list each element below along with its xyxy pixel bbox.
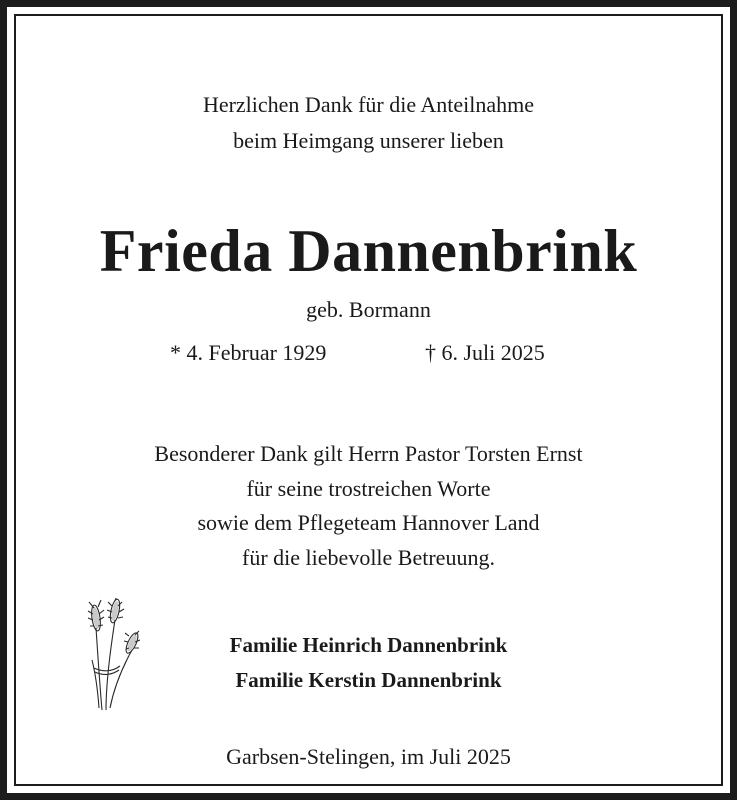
intro-line-1: Herzlichen Dank für die Anteilnahme (202, 92, 535, 117)
thanks-line-1: Besonderer Dank gilt Herrn Pastor Torsten Ernst (154, 441, 583, 466)
birth-date: * 4. Februar 1929 (170, 340, 327, 365)
signature-family-2: Familie Kerstin Dannenbrink (235, 668, 502, 692)
deceased-name: Frieda Dannenbrink (99, 218, 638, 284)
place-date: Garbsen-Stelingen, im Juli 2025 (226, 744, 511, 769)
thanks-line-4: für die liebevolle Betreuung. (242, 545, 495, 570)
intro-line-2: beim Heimgang unserer lieben (233, 128, 504, 153)
maiden-name: geb. Bormann (306, 297, 431, 322)
signature-family-1: Familie Heinrich Dannenbrink (229, 633, 508, 657)
thanks-line-2: für seine trostreichen Worte (246, 476, 491, 501)
thanks-line-3: sowie dem Pflegeteam Hannover Land (197, 510, 540, 535)
death-date: † 6. Juli 2025 (425, 340, 545, 365)
